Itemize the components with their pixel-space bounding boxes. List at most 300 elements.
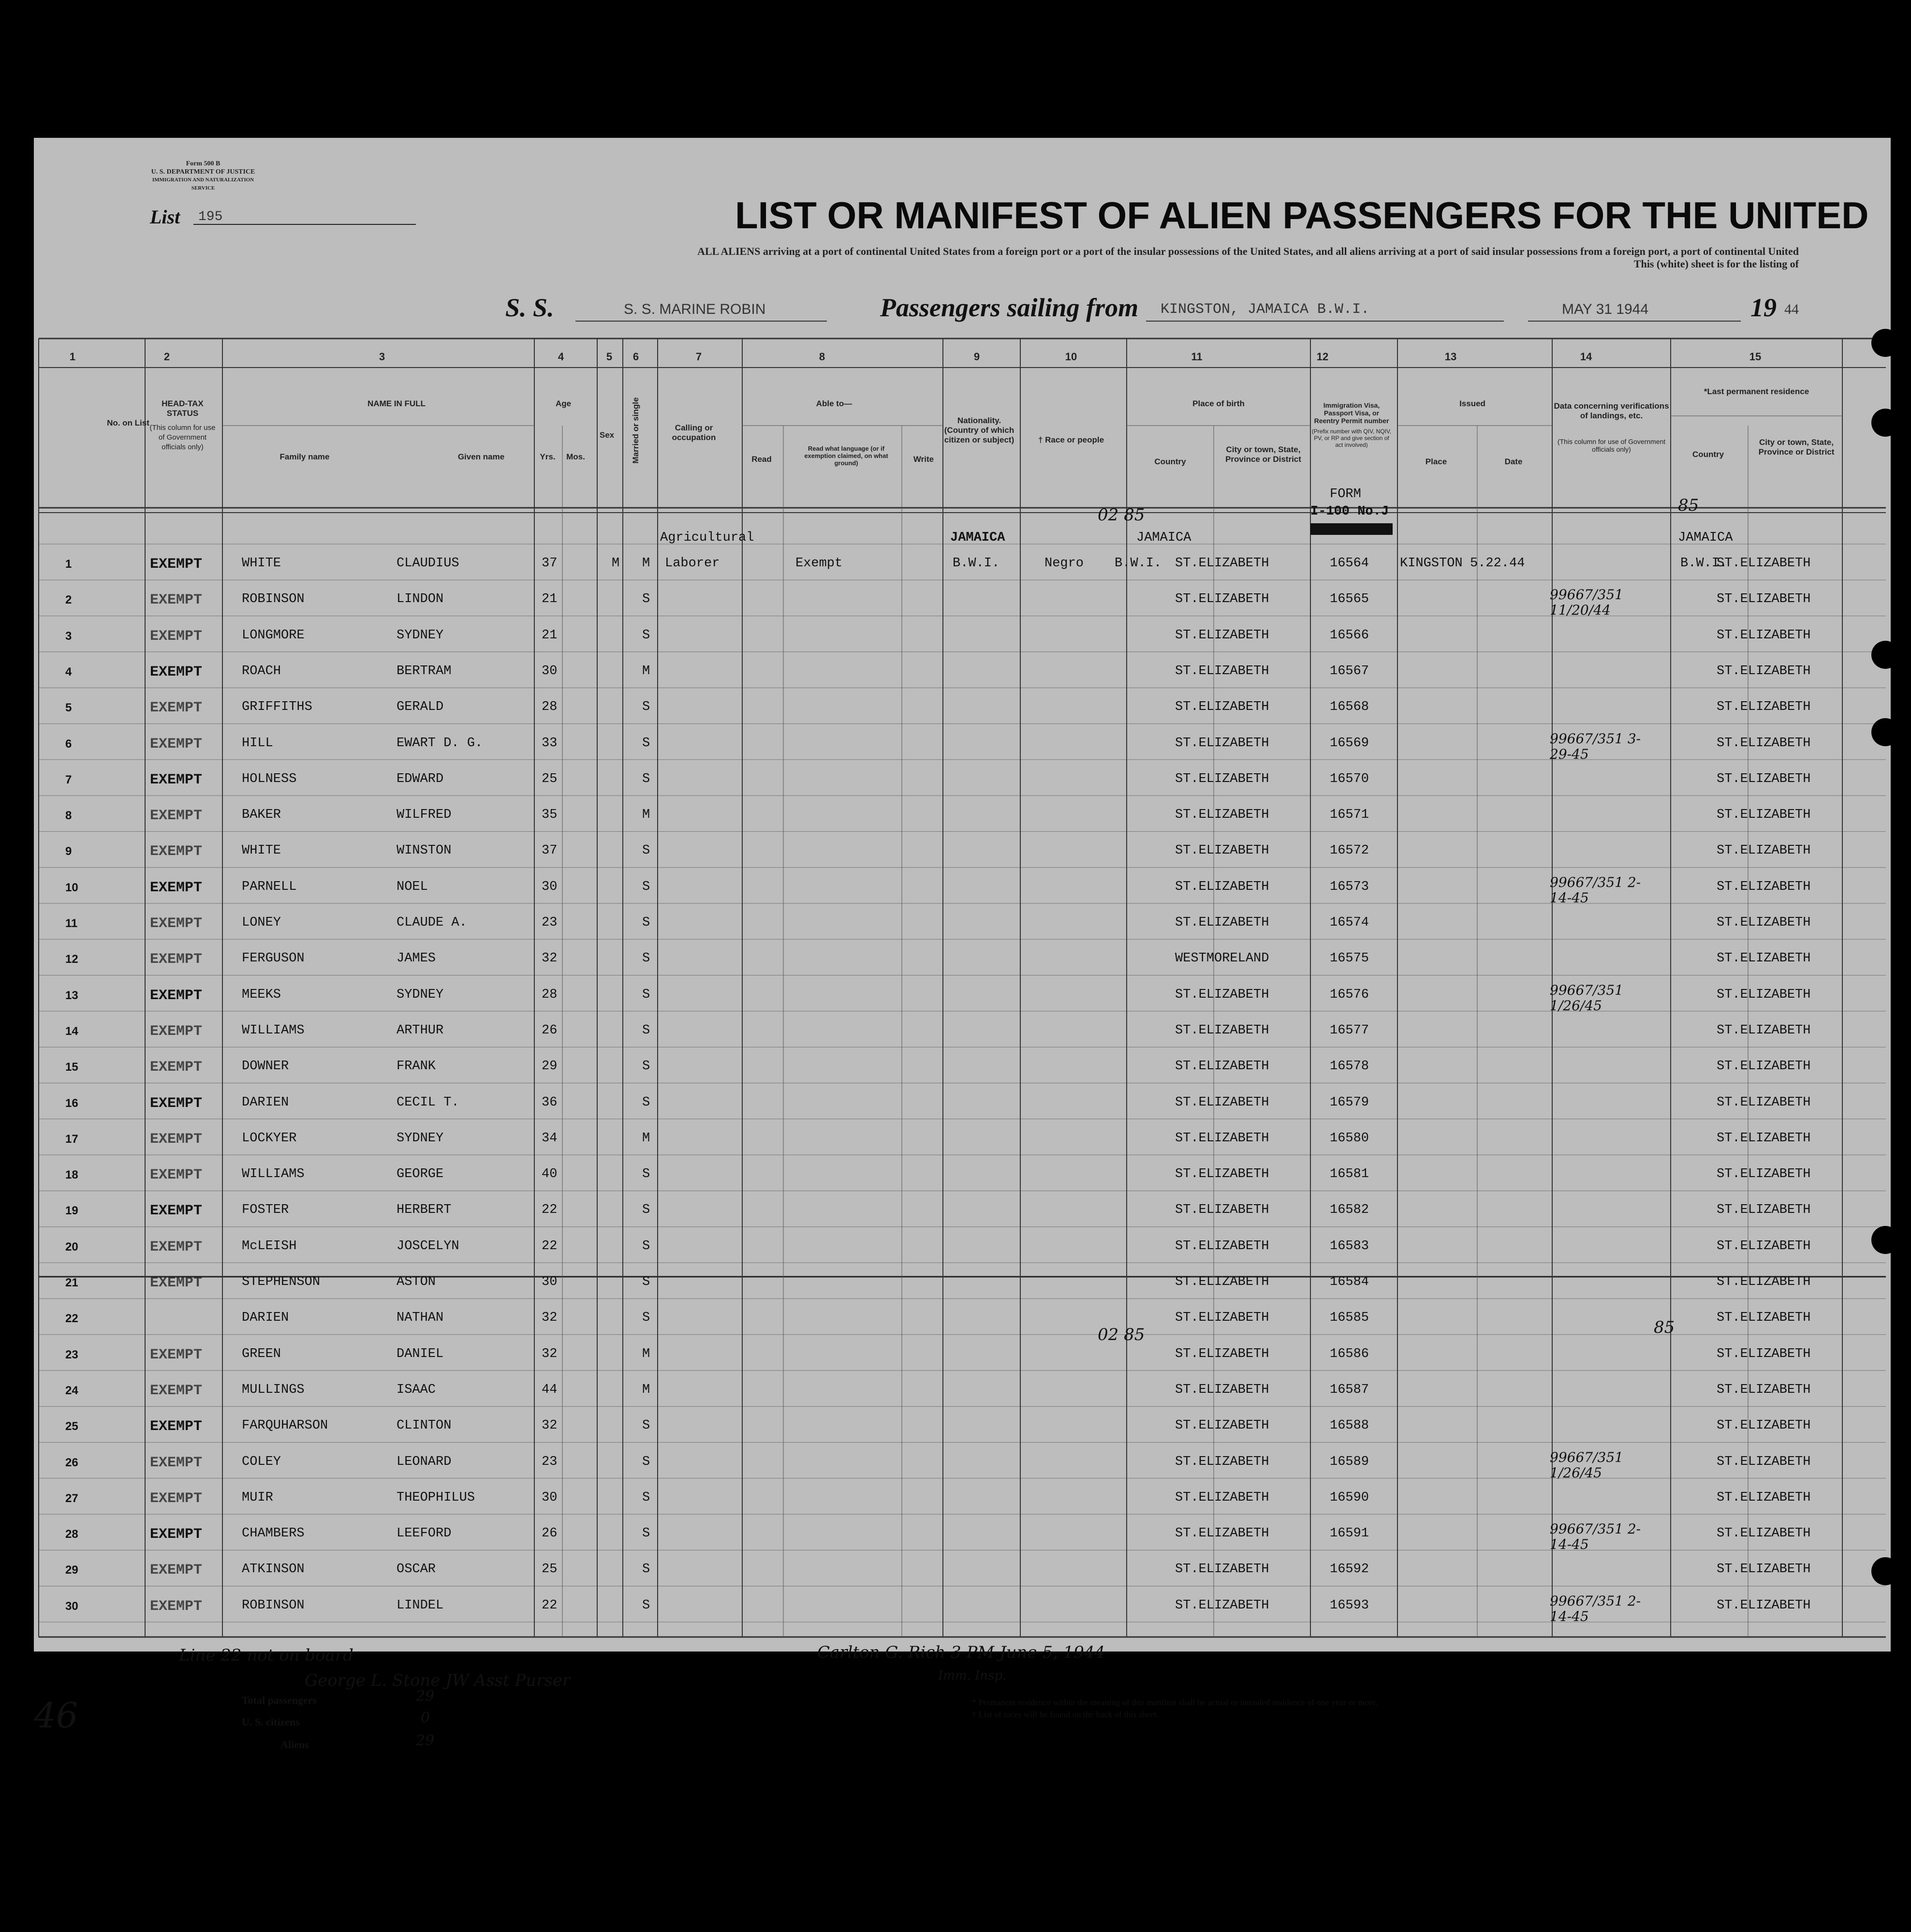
hdr-visa-note: (Prefix number with QIV, NQIV, PV, or RP and give section of act involved) bbox=[1311, 428, 1392, 448]
age-years: 21 bbox=[542, 628, 558, 643]
col-num-14: 14 bbox=[1580, 351, 1592, 363]
issued-date-row1: 5.22.44 bbox=[1470, 556, 1525, 571]
given-name: SYDNEY bbox=[397, 1131, 444, 1146]
family-name: McLEISH bbox=[242, 1239, 297, 1254]
visa-number: 16585 bbox=[1330, 1311, 1369, 1326]
birth-city: ST.ELIZABETH bbox=[1175, 1239, 1269, 1254]
col-num-15: 15 bbox=[1749, 351, 1762, 363]
punch-hole bbox=[1871, 1557, 1899, 1585]
row-number: 1 bbox=[65, 558, 72, 571]
redaction-bar bbox=[1310, 523, 1393, 535]
year-value: 44 bbox=[1784, 301, 1799, 317]
age-years: 21 bbox=[542, 592, 558, 607]
occupation-top: Agricultural bbox=[660, 531, 754, 545]
col-num-13: 13 bbox=[1444, 351, 1457, 363]
hdr-visa: Immigration Visa, Passport Visa, or Reentry Permit number bbox=[1314, 401, 1389, 425]
hdr-head-tax: HEAD-TAX STATUS bbox=[162, 399, 204, 418]
family-name: ATKINSON bbox=[242, 1562, 305, 1577]
hdr-married: Married or single bbox=[631, 397, 640, 464]
visa-number: 16566 bbox=[1330, 628, 1369, 643]
aliens-value: 29 bbox=[416, 1732, 435, 1749]
subtitle-line-2: This (white) sheet is for the listing of bbox=[1633, 258, 1799, 270]
hdr-read-language: Read what language (or if exemption claimed, on what ground) bbox=[804, 445, 888, 467]
birth-city: ST.ELIZABETH bbox=[1175, 1454, 1269, 1469]
row-number: 27 bbox=[65, 1491, 78, 1505]
residence-city: ST.ELIZABETH bbox=[1717, 1131, 1811, 1146]
residence-city: ST.ELIZABETH bbox=[1717, 771, 1811, 786]
marital-status: S bbox=[642, 1095, 650, 1110]
aliens-label: Aliens bbox=[280, 1739, 309, 1751]
age-years: 30 bbox=[542, 1275, 558, 1289]
given-name: ARTHUR bbox=[397, 1023, 444, 1038]
marital-status: S bbox=[642, 843, 650, 858]
row-number: 30 bbox=[65, 1599, 78, 1613]
hdr-issued-place: Place bbox=[1425, 457, 1447, 466]
head-tax-status: EXEMPT bbox=[150, 1203, 203, 1220]
form-service: IMMIGRATION AND NATURALIZATION SERVICE bbox=[152, 177, 254, 191]
form-department: U. S. DEPARTMENT OF JUSTICE bbox=[151, 168, 255, 176]
birth-city: ST.ELIZABETH bbox=[1175, 736, 1269, 751]
row-number: 9 bbox=[65, 845, 72, 858]
marital-status: S bbox=[642, 700, 650, 715]
list-number: 195 bbox=[198, 209, 223, 224]
given-name: LINDEL bbox=[397, 1598, 444, 1613]
row-number: 14 bbox=[65, 1024, 78, 1038]
birth-city: ST.ELIZABETH bbox=[1175, 879, 1269, 894]
given-name: CLAUDE A. bbox=[397, 915, 467, 930]
marital-status: S bbox=[642, 1059, 650, 1074]
inspector-title: Imm. Insp. bbox=[938, 1668, 1007, 1683]
given-name: JAMES bbox=[397, 951, 436, 966]
given-name: WILFRED bbox=[397, 808, 452, 823]
family-name: HILL bbox=[242, 736, 273, 751]
family-name: GREEN bbox=[242, 1346, 281, 1361]
verification-note: 99667/351 1/26/45 bbox=[1550, 1449, 1623, 1481]
hdr-read: Read bbox=[751, 455, 772, 464]
list-label: List bbox=[150, 206, 180, 228]
age-years: 22 bbox=[542, 1598, 558, 1613]
col-num-4: 4 bbox=[558, 351, 564, 363]
col-num-6: 6 bbox=[632, 351, 639, 363]
given-name: EWART D. G. bbox=[397, 736, 483, 751]
visa-number: 16591 bbox=[1330, 1526, 1369, 1541]
head-tax-status: EXEMPT bbox=[150, 951, 203, 968]
inspector-signature: Carlton G. Rich 3 PM June 5, 1944 bbox=[817, 1643, 1105, 1662]
given-name: SYDNEY bbox=[397, 987, 444, 1002]
family-name: ROBINSON bbox=[242, 592, 305, 607]
head-tax-status: EXEMPT bbox=[150, 843, 203, 860]
family-name: DARIEN bbox=[242, 1311, 289, 1326]
visa-number: 16576 bbox=[1330, 987, 1369, 1002]
hdr-no-on-list: No. on List bbox=[107, 418, 149, 428]
head-tax-status: EXEMPT bbox=[150, 628, 203, 645]
given-name: GERALD bbox=[397, 700, 444, 715]
row-number: 29 bbox=[65, 1563, 78, 1577]
birth-city: ST.ELIZABETH bbox=[1175, 1346, 1269, 1361]
row-number: 10 bbox=[65, 881, 78, 894]
given-name: CLAUDIUS bbox=[397, 556, 459, 571]
subtitle-line-1: ALL ALIENS arriving at a port of continental United States from a foreign port or a port of the insular possessions of the United States, and all aliens arriving at a port of said insular possessions from a foreign port, a port of continental United bbox=[697, 245, 1799, 257]
col-num-9: 9 bbox=[973, 351, 980, 363]
ship-underline bbox=[575, 321, 827, 322]
port-underline bbox=[1146, 321, 1504, 322]
visa-number: 16567 bbox=[1330, 664, 1369, 678]
footnote-races: † List of races will be found on the back of this sheet. bbox=[972, 1710, 1159, 1719]
marital-status: S bbox=[642, 628, 650, 643]
verification-note: 99667/351 3-29-45 bbox=[1550, 730, 1641, 762]
head-tax-status: EXEMPT bbox=[150, 1167, 203, 1184]
age-years: 30 bbox=[542, 664, 558, 678]
visa-number: 16571 bbox=[1330, 808, 1369, 823]
read-language-row1: Exempt bbox=[795, 556, 843, 571]
marital-status: S bbox=[642, 1490, 650, 1505]
port-of-departure: KINGSTON, JAMAICA B.W.I. bbox=[1161, 301, 1370, 318]
occupation-row1: Laborer bbox=[665, 556, 720, 571]
col-num-5: 5 bbox=[606, 351, 613, 363]
marital-status: S bbox=[642, 987, 650, 1002]
form-number-note: I-100 No.J bbox=[1310, 504, 1389, 519]
marital-status: M bbox=[642, 808, 650, 823]
head-tax-status: EXEMPT bbox=[150, 1454, 203, 1471]
residence-city: ST.ELIZABETH bbox=[1717, 1167, 1811, 1182]
verification-note: 99667/351 11/20/44 bbox=[1550, 587, 1623, 619]
marital-status: S bbox=[642, 951, 650, 966]
residence-city: ST.ELIZABETH bbox=[1717, 1095, 1811, 1110]
family-name: DOWNER bbox=[242, 1059, 289, 1074]
family-name: FOSTER bbox=[242, 1203, 289, 1218]
col-num-11: 11 bbox=[1191, 351, 1203, 363]
head-tax-status: EXEMPT bbox=[150, 1023, 203, 1040]
family-name: COLEY bbox=[242, 1454, 281, 1469]
row-number: 20 bbox=[65, 1240, 78, 1254]
age-years: 26 bbox=[542, 1023, 558, 1038]
marital-status: S bbox=[642, 1203, 650, 1218]
age-years: 23 bbox=[542, 915, 558, 930]
head-tax-status: EXEMPT bbox=[150, 1382, 203, 1399]
head-tax-status: EXEMPT bbox=[150, 1275, 203, 1291]
family-name: WILLIAMS bbox=[242, 1167, 305, 1182]
age-years: 40 bbox=[542, 1167, 558, 1182]
birth-city: WESTMORELAND bbox=[1175, 951, 1269, 966]
birth-city: ST.ELIZABETH bbox=[1175, 1490, 1269, 1505]
hdr-res-city: City or town, State, Province or District bbox=[1758, 438, 1835, 457]
hdr-nationality: Nationality. (Country of which citizen or subject) bbox=[944, 416, 1014, 444]
head-tax-status: EXEMPT bbox=[150, 915, 203, 932]
row-number: 25 bbox=[65, 1420, 78, 1433]
row-number: 2 bbox=[65, 593, 72, 607]
birth-city: ST.ELIZABETH bbox=[1175, 1023, 1269, 1038]
marital-status: S bbox=[642, 1526, 650, 1541]
visa-number: 16569 bbox=[1330, 736, 1369, 751]
age-years: 33 bbox=[542, 736, 558, 751]
nationality-top: JAMAICA bbox=[950, 531, 1005, 545]
head-tax-status: EXEMPT bbox=[150, 1131, 203, 1148]
handwritten-85-row23: 85 bbox=[1654, 1318, 1675, 1337]
marital-status: S bbox=[642, 879, 650, 894]
row-number: 6 bbox=[65, 737, 72, 751]
punch-hole bbox=[1871, 1226, 1899, 1254]
hdr-issued-date: Date bbox=[1504, 457, 1523, 466]
marital-status: S bbox=[642, 1023, 650, 1038]
head-tax-status: EXEMPT bbox=[150, 556, 203, 573]
col-num-12: 12 bbox=[1316, 351, 1329, 363]
punch-hole bbox=[1871, 329, 1899, 357]
birth-city: ST.ELIZABETH bbox=[1175, 1382, 1269, 1397]
visa-number: 16583 bbox=[1330, 1239, 1369, 1254]
given-name: LEONARD bbox=[397, 1454, 452, 1469]
birth-city: ST.ELIZABETH bbox=[1175, 664, 1269, 678]
visa-number: 16586 bbox=[1330, 1346, 1369, 1361]
birth-city: ST.ELIZABETH bbox=[1175, 1311, 1269, 1326]
visa-number: 16592 bbox=[1330, 1562, 1369, 1577]
row-number: 19 bbox=[65, 1204, 78, 1218]
hdr-race: † Race or people bbox=[1038, 435, 1104, 444]
issued-place-row1: KINGSTON bbox=[1400, 556, 1463, 571]
race-row1: Negro bbox=[1044, 556, 1084, 571]
residence-city: ST.ELIZABETH bbox=[1717, 1023, 1811, 1038]
birth-city: ST.ELIZABETH bbox=[1175, 1526, 1269, 1541]
hdr-mos: Mos. bbox=[566, 452, 585, 461]
marital-status: S bbox=[642, 1418, 650, 1433]
family-name: MULLINGS bbox=[242, 1382, 305, 1397]
hdr-last-perm: *Last permanent residence bbox=[1704, 387, 1809, 396]
visa-number: 16565 bbox=[1330, 592, 1369, 607]
family-name: GRIFFITHS bbox=[242, 700, 312, 715]
nationality-row1: B.W.I. bbox=[953, 556, 1000, 571]
row-number: 4 bbox=[65, 665, 72, 678]
visa-number: 16578 bbox=[1330, 1059, 1369, 1074]
residence-city: ST.ELIZABETH bbox=[1717, 843, 1811, 858]
birth-city: ST.ELIZABETH bbox=[1175, 771, 1269, 786]
visa-number: 16588 bbox=[1330, 1418, 1369, 1433]
punch-hole bbox=[1871, 718, 1899, 746]
residence-city: ST.ELIZABETH bbox=[1717, 1598, 1811, 1613]
age-years: 25 bbox=[542, 771, 558, 786]
age-years: 29 bbox=[542, 1059, 558, 1074]
residence-city: ST.ELIZABETH bbox=[1717, 1454, 1811, 1469]
hdr-data-verif-note: (This column for use of Government officials only) bbox=[1557, 438, 1666, 453]
marital-status: S bbox=[642, 1239, 650, 1254]
punch-hole bbox=[1871, 641, 1899, 669]
row-number: 12 bbox=[65, 953, 78, 966]
given-name: ISAAC bbox=[397, 1382, 436, 1397]
birth-city: ST.ELIZABETH bbox=[1175, 556, 1269, 571]
given-name: BERTRAM bbox=[397, 664, 452, 678]
birth-city: ST.ELIZABETH bbox=[1175, 808, 1269, 823]
col-num-7: 7 bbox=[695, 351, 702, 363]
manifest-sheet bbox=[34, 138, 1891, 1751]
hdr-age: Age bbox=[555, 399, 572, 408]
age-years: 32 bbox=[542, 951, 558, 966]
row-number: 5 bbox=[65, 701, 72, 715]
row-number: 16 bbox=[65, 1096, 78, 1110]
hdr-head-tax-note: (This column for use of Government officials only) bbox=[149, 424, 216, 451]
age-years: 32 bbox=[542, 1346, 558, 1361]
hdr-birth-country: Country bbox=[1154, 457, 1186, 466]
given-name: DANIEL bbox=[397, 1346, 444, 1361]
head-tax-status: EXEMPT bbox=[150, 1562, 203, 1579]
visa-number: 16573 bbox=[1330, 879, 1369, 894]
marital-status: S bbox=[642, 771, 650, 786]
visa-number: 16584 bbox=[1330, 1275, 1369, 1289]
family-name: LONEY bbox=[242, 915, 281, 930]
family-name: HOLNESS bbox=[242, 771, 297, 786]
verification-note: 99667/351 2-14-45 bbox=[1550, 874, 1641, 906]
col-num-2: 2 bbox=[163, 351, 170, 363]
family-name: BAKER bbox=[242, 808, 281, 823]
residence-city: ST.ELIZABETH bbox=[1717, 1382, 1811, 1397]
row-number: 28 bbox=[65, 1528, 78, 1541]
total-passengers-value: 29 bbox=[416, 1688, 435, 1705]
age-years: 44 bbox=[542, 1382, 558, 1397]
form-number: Form 500 B bbox=[186, 160, 220, 167]
birth-city: ST.ELIZABETH bbox=[1175, 628, 1269, 643]
residence-city: ST.ELIZABETH bbox=[1717, 951, 1811, 966]
birth-city: ST.ELIZABETH bbox=[1175, 1059, 1269, 1074]
birth-country-top: JAMAICA bbox=[1136, 531, 1191, 545]
family-name: PARNELL bbox=[242, 879, 297, 894]
birth-city: ST.ELIZABETH bbox=[1175, 1598, 1269, 1613]
head-tax-status: EXEMPT bbox=[150, 1490, 203, 1507]
age-years: 22 bbox=[542, 1239, 558, 1254]
head-tax-status: EXEMPT bbox=[150, 736, 203, 752]
row-number: 8 bbox=[65, 809, 72, 823]
page-number: 46 bbox=[34, 1695, 78, 1736]
hdr-res-country: Country bbox=[1692, 450, 1724, 459]
head-tax-status: EXEMPT bbox=[150, 1239, 203, 1255]
sailing-label: Passengers sailing from bbox=[880, 293, 1139, 322]
row-number: 3 bbox=[65, 629, 72, 643]
hdr-sex: Sex bbox=[599, 430, 615, 440]
marital-status: M bbox=[642, 1382, 650, 1397]
visa-number: 16568 bbox=[1330, 700, 1369, 715]
hdr-able-to: Able to— bbox=[816, 399, 853, 408]
form-header bbox=[140, 160, 266, 192]
birth-city: ST.ELIZABETH bbox=[1175, 1095, 1269, 1110]
visa-number: 16577 bbox=[1330, 1023, 1369, 1038]
residence-city: ST.ELIZABETH bbox=[1717, 1311, 1811, 1326]
residence-city: ST.ELIZABETH bbox=[1717, 1562, 1811, 1577]
visa-number: 16572 bbox=[1330, 843, 1369, 858]
row-number: 13 bbox=[65, 988, 78, 1002]
given-name: FRANK bbox=[397, 1059, 436, 1074]
family-name: ROACH bbox=[242, 664, 281, 678]
marital-status: M bbox=[642, 556, 650, 571]
residence-city: ST.ELIZABETH bbox=[1717, 987, 1811, 1002]
marital-status: S bbox=[642, 915, 650, 930]
residence-city: ST.ELIZABETH bbox=[1717, 664, 1811, 678]
marital-status: M bbox=[642, 1131, 650, 1146]
family-name: CHAMBERS bbox=[242, 1526, 305, 1541]
col-num-8: 8 bbox=[819, 351, 825, 363]
visa-number: 16581 bbox=[1330, 1167, 1369, 1182]
visa-number: 16574 bbox=[1330, 915, 1369, 930]
hdr-data-verif: Data concerning verifications of landings, etc. bbox=[1554, 401, 1669, 420]
visa-number: 16575 bbox=[1330, 951, 1369, 966]
head-tax-status: EXEMPT bbox=[150, 1059, 203, 1076]
given-name: CLINTON bbox=[397, 1418, 452, 1433]
visa-number: 16593 bbox=[1330, 1598, 1369, 1613]
hdr-birth-city: City or town, State, Province or District bbox=[1225, 445, 1301, 464]
marital-status: S bbox=[642, 592, 650, 607]
us-citizens-value: 0 bbox=[421, 1710, 430, 1726]
hdr-family-name: Family name bbox=[279, 452, 330, 461]
age-years: 22 bbox=[542, 1203, 558, 1218]
residence-city: ST.ELIZABETH bbox=[1717, 1526, 1811, 1541]
age-years: 28 bbox=[542, 700, 558, 715]
birth-city: ST.ELIZABETH bbox=[1175, 592, 1269, 607]
given-name: NOEL bbox=[397, 879, 428, 894]
birth-city: ST.ELIZABETH bbox=[1175, 1562, 1269, 1577]
row-number: 22 bbox=[65, 1312, 78, 1326]
hdr-name-in-full: NAME IN FULL bbox=[368, 399, 426, 408]
hdr-write: Write bbox=[913, 455, 934, 464]
residence-city: ST.ELIZABETH bbox=[1717, 592, 1811, 607]
residence-city: ST.ELIZABETH bbox=[1717, 1239, 1811, 1254]
residence-city: ST.ELIZABETH bbox=[1717, 1418, 1811, 1433]
birth-city: ST.ELIZABETH bbox=[1175, 1418, 1269, 1433]
hdr-given-name: Given name bbox=[457, 452, 505, 461]
family-name: WILLIAMS bbox=[242, 1023, 305, 1038]
residence-city: ST.ELIZABETH bbox=[1717, 1346, 1811, 1361]
age-years: 36 bbox=[542, 1095, 558, 1110]
date-stamp: MAY 31 1944 bbox=[1562, 301, 1649, 317]
head-tax-status: EXEMPT bbox=[150, 987, 203, 1004]
footnote-permanent: * Permanent residence within the meaning of this manifest shall be actual or intended residence of one year or more. bbox=[972, 1697, 1378, 1707]
row-number: 17 bbox=[65, 1132, 78, 1146]
family-name: WHITE bbox=[242, 556, 281, 571]
age-years: 37 bbox=[542, 843, 558, 858]
residence-city: ST.ELIZABETH bbox=[1717, 628, 1811, 643]
res-country-row1: B.W.I. bbox=[1680, 556, 1728, 571]
residence-city: ST.ELIZABETH bbox=[1717, 1059, 1811, 1074]
row-number: 26 bbox=[65, 1456, 78, 1469]
residence-city: ST.ELIZABETH bbox=[1717, 808, 1811, 823]
head-tax-status: EXEMPT bbox=[150, 771, 203, 788]
marital-status: S bbox=[642, 1275, 650, 1289]
visa-number: 16564 bbox=[1330, 556, 1369, 571]
head-tax-status: EXEMPT bbox=[150, 592, 203, 609]
list-underline bbox=[193, 224, 416, 225]
given-name: LINDON bbox=[397, 592, 444, 607]
age-years: 30 bbox=[542, 879, 558, 894]
year-label: 19 bbox=[1750, 293, 1777, 322]
marital-status: S bbox=[642, 1311, 650, 1326]
subtitle bbox=[406, 245, 1799, 270]
family-name: FERGUSON bbox=[242, 951, 305, 966]
form-note: FORM bbox=[1330, 487, 1361, 501]
head-tax-status: EXEMPT bbox=[150, 664, 203, 680]
marital-status: S bbox=[642, 1167, 650, 1182]
family-name: ROBINSON bbox=[242, 1598, 305, 1613]
row-number: 21 bbox=[65, 1276, 78, 1289]
date-underline bbox=[1528, 321, 1741, 322]
ship-name: S. S. MARINE ROBIN bbox=[624, 301, 766, 317]
head-tax-status: EXEMPT bbox=[150, 808, 203, 825]
head-tax-status: EXEMPT bbox=[150, 1598, 203, 1615]
given-name: WINSTON bbox=[397, 843, 452, 858]
visa-number: 16570 bbox=[1330, 771, 1369, 786]
age-years: 32 bbox=[542, 1311, 558, 1326]
residence-city: ST.ELIZABETH bbox=[1717, 915, 1811, 930]
age-years: 28 bbox=[542, 987, 558, 1002]
row-number: 7 bbox=[65, 773, 72, 786]
age-years: 34 bbox=[542, 1131, 558, 1146]
purser-signature: George L. Stone JW Asst Purser bbox=[305, 1671, 571, 1690]
col-num-10: 10 bbox=[1065, 351, 1077, 363]
punch-hole bbox=[1871, 409, 1899, 437]
family-name: DARIEN bbox=[242, 1095, 289, 1110]
